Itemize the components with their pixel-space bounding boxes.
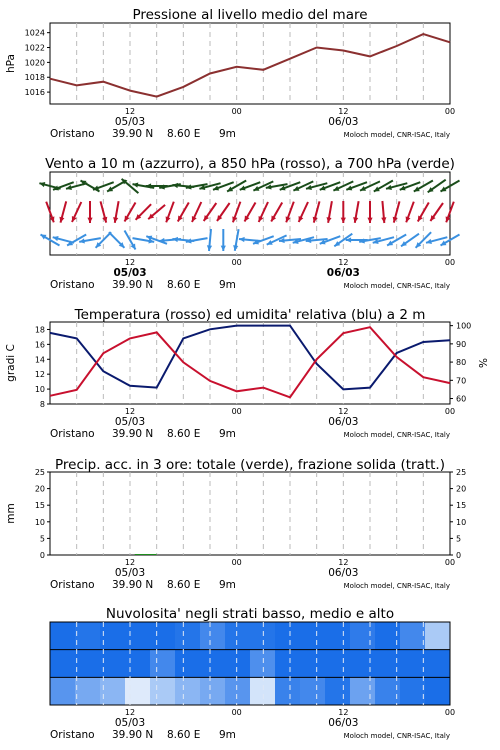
time-tick-label: 00 [231,107,242,116]
time-tick-label: 00 [444,258,456,267]
date-label: 05/03 [114,717,146,729]
location-lat: 39.90 N [112,579,154,591]
cloud-cell [50,650,76,678]
cloud-cell [350,677,376,705]
date-label: 06/03 [328,416,359,428]
cloud-cell [200,677,226,705]
credit-label: Moloch model, CNR-ISAC, Italy [343,282,450,290]
location-name: Oristano [50,729,95,741]
cloud-cell [250,650,276,678]
date-label: 05/03 [114,116,146,128]
y-tick-label-right: 60 [456,394,467,404]
y-axis-label: hPa [5,54,17,73]
y-tick-label: 20 [34,484,45,494]
location-name: Oristano [50,128,95,140]
y-tick-label-right: 100 [456,321,472,331]
cloud-cell [75,622,101,650]
chart-title: Pressione al livello medio del mare [132,7,368,23]
chart-title: Temperatura (rosso) ed umidita' relativa (blu) a 2 m [74,307,426,323]
time-tick-label: 12 [338,258,349,267]
cloud-cell [375,677,401,705]
cloud-cell [150,677,176,705]
cloud-cell [275,622,301,650]
credit-label: Moloch model, CNR-ISAC, Italy [343,131,450,139]
y-tick-label: 0 [39,551,45,560]
y-tick-label-right: 15 [456,501,467,511]
location-elev: 9m [219,729,236,741]
cloud-cell [300,650,326,678]
location-elev: 9m [219,128,236,140]
date-label: 06/03 [326,267,360,279]
wind-arrow-head [239,237,245,242]
cloud-cell [100,677,126,705]
y-tick-label: 16 [34,340,45,350]
cloud-cell [225,650,251,678]
location-elev: 9m [219,279,236,291]
date-label: 06/03 [328,116,359,128]
cloud-cell [325,650,351,678]
y-tick-label: 10 [34,517,45,527]
time-tick-label: 00 [231,708,242,717]
location-lat: 39.90 N [112,128,154,140]
cloud-cell [425,650,451,678]
time-tick-label: 00 [444,708,456,717]
cloud-cell [125,677,151,705]
cloud-cell [425,677,451,705]
location-name: Oristano [50,279,95,291]
cloud-cell [225,622,251,650]
time-tick-label: 12 [338,708,349,717]
time-tick-label: 00 [444,558,456,567]
time-tick-label: 12 [338,407,349,416]
cloud-cell [50,677,76,705]
time-tick-label: 00 [231,558,242,567]
y-axis-label-right: % [478,358,490,368]
y-axis-label: mm [5,503,17,524]
y-tick-label: 1022 [24,43,45,53]
cloud-cell [175,622,201,650]
y-tick-label-right: 20 [456,484,467,494]
credit-label: Moloch model, CNR-ISAC, Italy [343,732,450,740]
cloud-cell [350,622,376,650]
credit-label: Moloch model, CNR-ISAC, Italy [343,582,450,590]
cloud-cell [175,650,201,678]
y-tick-label-right: 5 [456,534,462,544]
y-tick-label: 14 [34,355,45,365]
cloud-cell [200,622,226,650]
location-elev: 9m [219,579,236,591]
y-tick-label-right: 80 [456,358,467,368]
cloud-cell [200,650,226,678]
cloud-cell [250,677,276,705]
plot-frame [50,23,450,104]
y-axis-label: gradi C [5,344,17,382]
date-label: 05/03 [113,267,147,279]
location-lat: 39.90 N [112,428,154,440]
chart-title: Precip. acc. in 3 ore: totale (verde), frazione solida (tratt.) [55,457,445,473]
time-tick-label: 12 [124,258,136,267]
y-tick-label: 1018 [24,73,45,83]
y-tick-label: 5 [39,534,45,544]
time-tick-label: 12 [124,107,136,116]
credit-label: Moloch model, CNR-ISAC, Italy [343,431,450,439]
cloud-cell [275,677,301,705]
y-tick-label: 15 [34,501,45,511]
time-tick-label: 12 [338,558,349,567]
location-name: Oristano [50,428,95,440]
cloud-cell [125,622,151,650]
date-label: 05/03 [114,416,146,428]
y-tick-label: 1024 [24,28,45,38]
pressure-line [50,34,450,97]
y-tick-label: 18 [34,325,45,335]
location-lon: 8.60 E [167,729,201,741]
precip-bar [135,554,157,555]
y-tick-label-right: 90 [456,339,467,349]
cloud-cell [250,622,276,650]
cloud-cell [400,622,426,650]
location-name: Oristano [50,579,95,591]
date-label: 06/03 [328,567,359,579]
cloud-cell [400,677,426,705]
cloud-cell [75,650,101,678]
cloud-cell [175,677,201,705]
cloud-cell [150,622,176,650]
y-tick-label-right: 25 [456,468,467,477]
y-tick-label: 12 [34,370,45,380]
location-lon: 8.60 E [167,428,201,440]
wind-arrow-head [381,217,386,223]
plot-frame [50,472,450,555]
location-lat: 39.90 N [112,729,154,741]
location-lat: 39.90 N [112,279,154,291]
cloud-cell [400,650,426,678]
location-lon: 8.60 E [167,579,201,591]
chart-title: Vento a 10 m (azzurro), a 850 hPa (rosso), a 700 hPa (verde) [45,156,455,172]
time-tick-label: 12 [124,558,136,567]
wind-arrow-head [207,245,212,251]
y-tick-label: 10 [34,385,45,395]
wind-arrow-head [87,218,92,223]
time-tick-label: 12 [124,708,136,717]
location-lon: 8.60 E [167,279,201,291]
wind-arrow-head [341,218,346,223]
y-tick-label: 1020 [24,58,45,68]
cloud-cell [225,677,251,705]
cloud-cell [275,650,301,678]
cloud-cell [150,650,176,678]
y-tick-label-right: 70 [456,376,467,386]
wind-arrow-head [346,186,352,191]
y-tick-label: 25 [34,468,45,477]
cloud-cell [300,622,326,650]
time-tick-label: 00 [231,407,242,416]
time-tick-label: 00 [444,107,456,116]
cloud-cell [125,650,151,678]
location-lon: 8.60 E [167,128,201,140]
chart-title: Nuvolosita' negli strati basso, medio e alto [105,606,395,622]
cloud-cell [300,677,326,705]
cloud-cell [350,650,376,678]
wind-arrow-head [221,246,226,251]
cloud-cell [50,622,76,650]
location-elev: 9m [219,428,236,440]
humidity-line [50,326,450,390]
wind-arrow-head [367,218,372,223]
y-tick-label: 1016 [24,88,45,98]
cloud-cell [325,677,351,705]
cloud-cell [325,622,351,650]
cloud-cell [75,677,101,705]
y-tick-label: 8 [39,400,45,409]
y-tick-label-right: 0 [456,551,462,560]
cloud-cell [425,622,451,650]
time-tick-label: 12 [338,107,349,116]
time-tick-label: 00 [231,258,242,267]
date-label: 05/03 [114,567,146,579]
date-label: 06/03 [328,717,359,729]
time-tick-label: 12 [124,407,136,416]
time-tick-label: 00 [444,407,456,416]
wind-arrow-head [172,183,178,188]
wind-arrow-head [172,237,178,242]
y-tick-label-right: 10 [456,517,467,527]
